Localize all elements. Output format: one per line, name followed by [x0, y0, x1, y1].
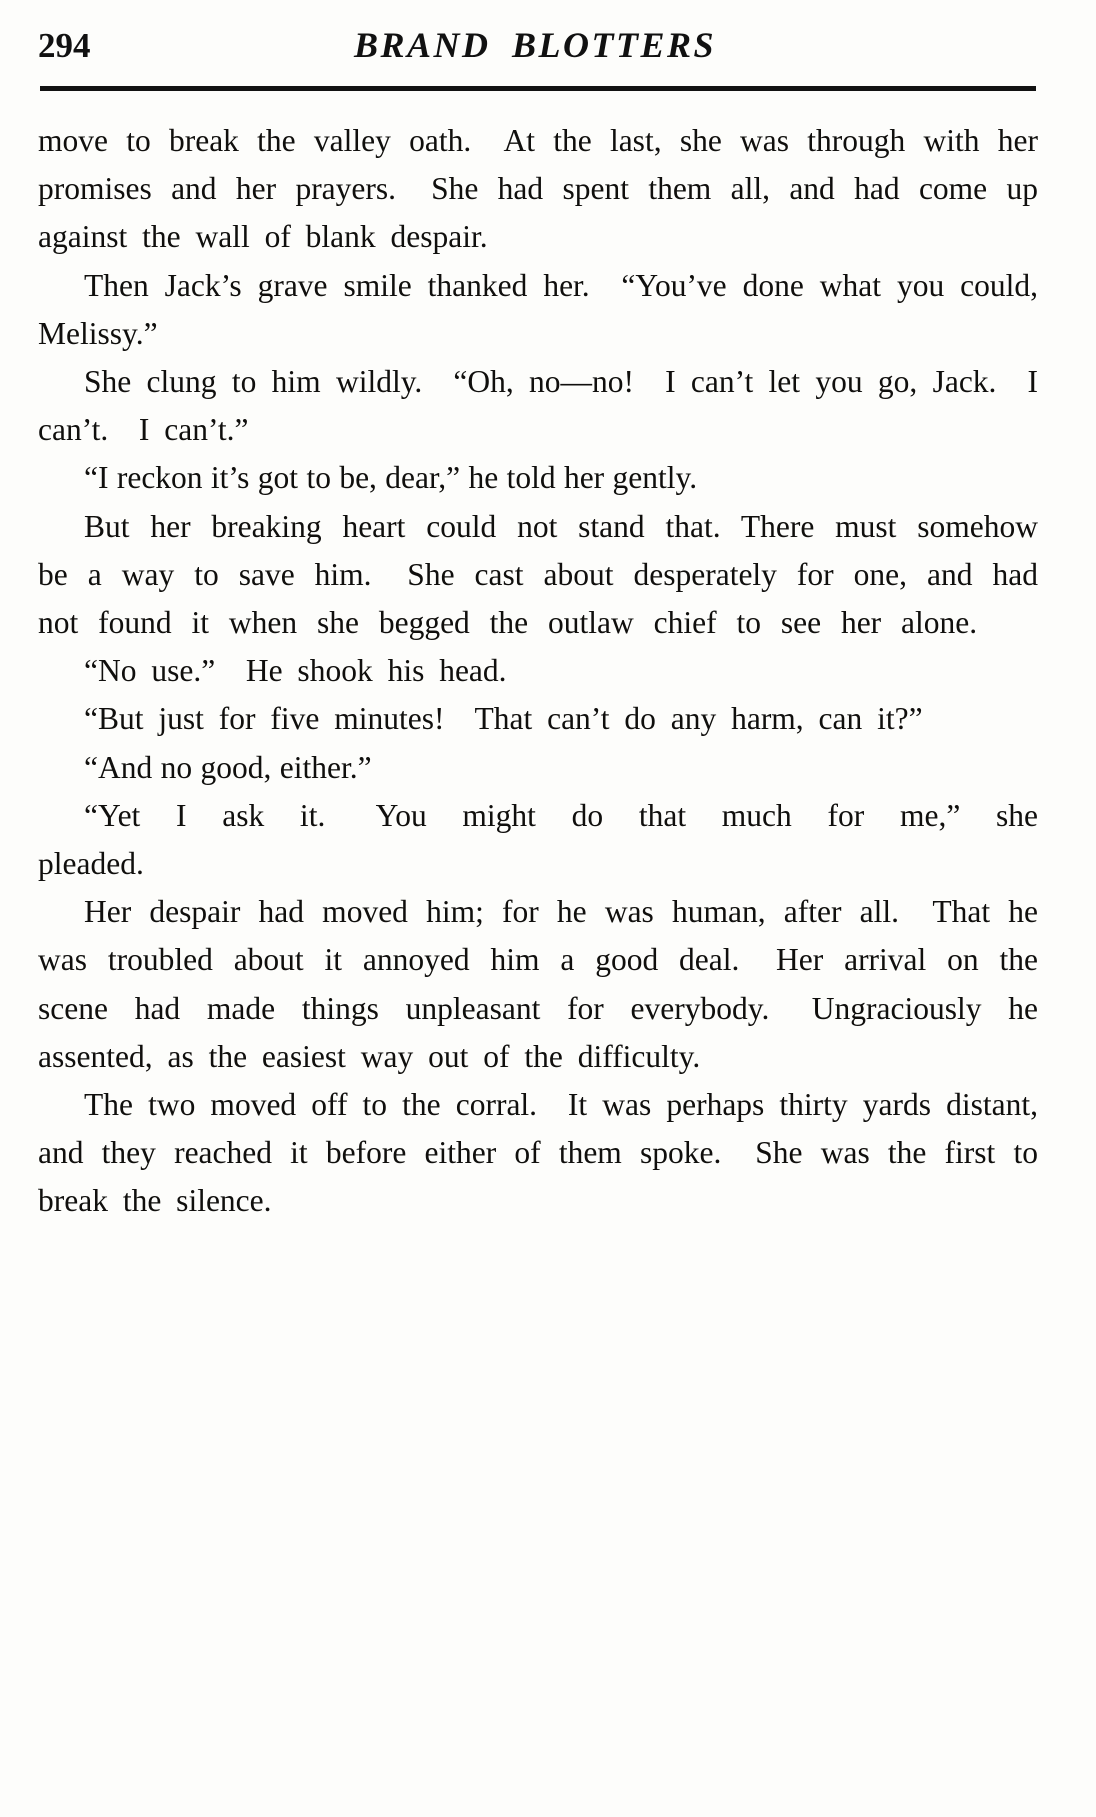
body-paragraph: Then Jack’s grave smile thanked her. “You’ve done what you could, Melissy.” — [38, 267, 1038, 351]
body-paragraph: move to break the valley oath. At the last, she was through with her promises and her prayers. She had spent them all, and had come up against the wall of blank despair. — [38, 123, 1038, 255]
body-paragraph: “And no good, either.” — [84, 749, 372, 785]
body-paragraph: “Yet I ask it. You might do that much for me,” she pleaded. — [38, 797, 1038, 882]
page-number: 294 — [38, 26, 91, 65]
body-paragraph: Her despair had moved him; for he was human, after all. That he was troubled about it annoyed him a good deal. Her arrival on the scene had made things unpleasant for everybody. Ungraciously he assented, as the easiest way out of the difficulty. — [38, 894, 1038, 1074]
header-rule — [40, 86, 1036, 91]
running-head — [38, 24, 1038, 80]
body-paragraph: “No use.” He shook his head. — [84, 653, 507, 689]
body-paragraph: The two moved off to the corral. It was perhaps thirty yards distant, and they reached it before either of them spoke. She was the first to break the silence. — [38, 1087, 1038, 1219]
running-title: BRAND BLOTTERS — [353, 25, 717, 65]
body-paragraph: “But just for five minutes! That can’t do any harm, can it?” — [84, 701, 923, 737]
body-paragraph: But her breaking heart could not stand that. There must somehow be a way to save him. She cast about desperately for one, and had not found it when she begged the outlaw chief to see her alone. — [38, 508, 1038, 641]
body-paragraph: “I reckon it’s got to be, dear,” he told her gently. — [84, 460, 698, 496]
body-paragraph: She clung to him wildly. “Oh, no—no! I can’t let you go, Jack. I can’t. I can’t.” — [38, 364, 1038, 448]
body-text — [38, 117, 1038, 1226]
